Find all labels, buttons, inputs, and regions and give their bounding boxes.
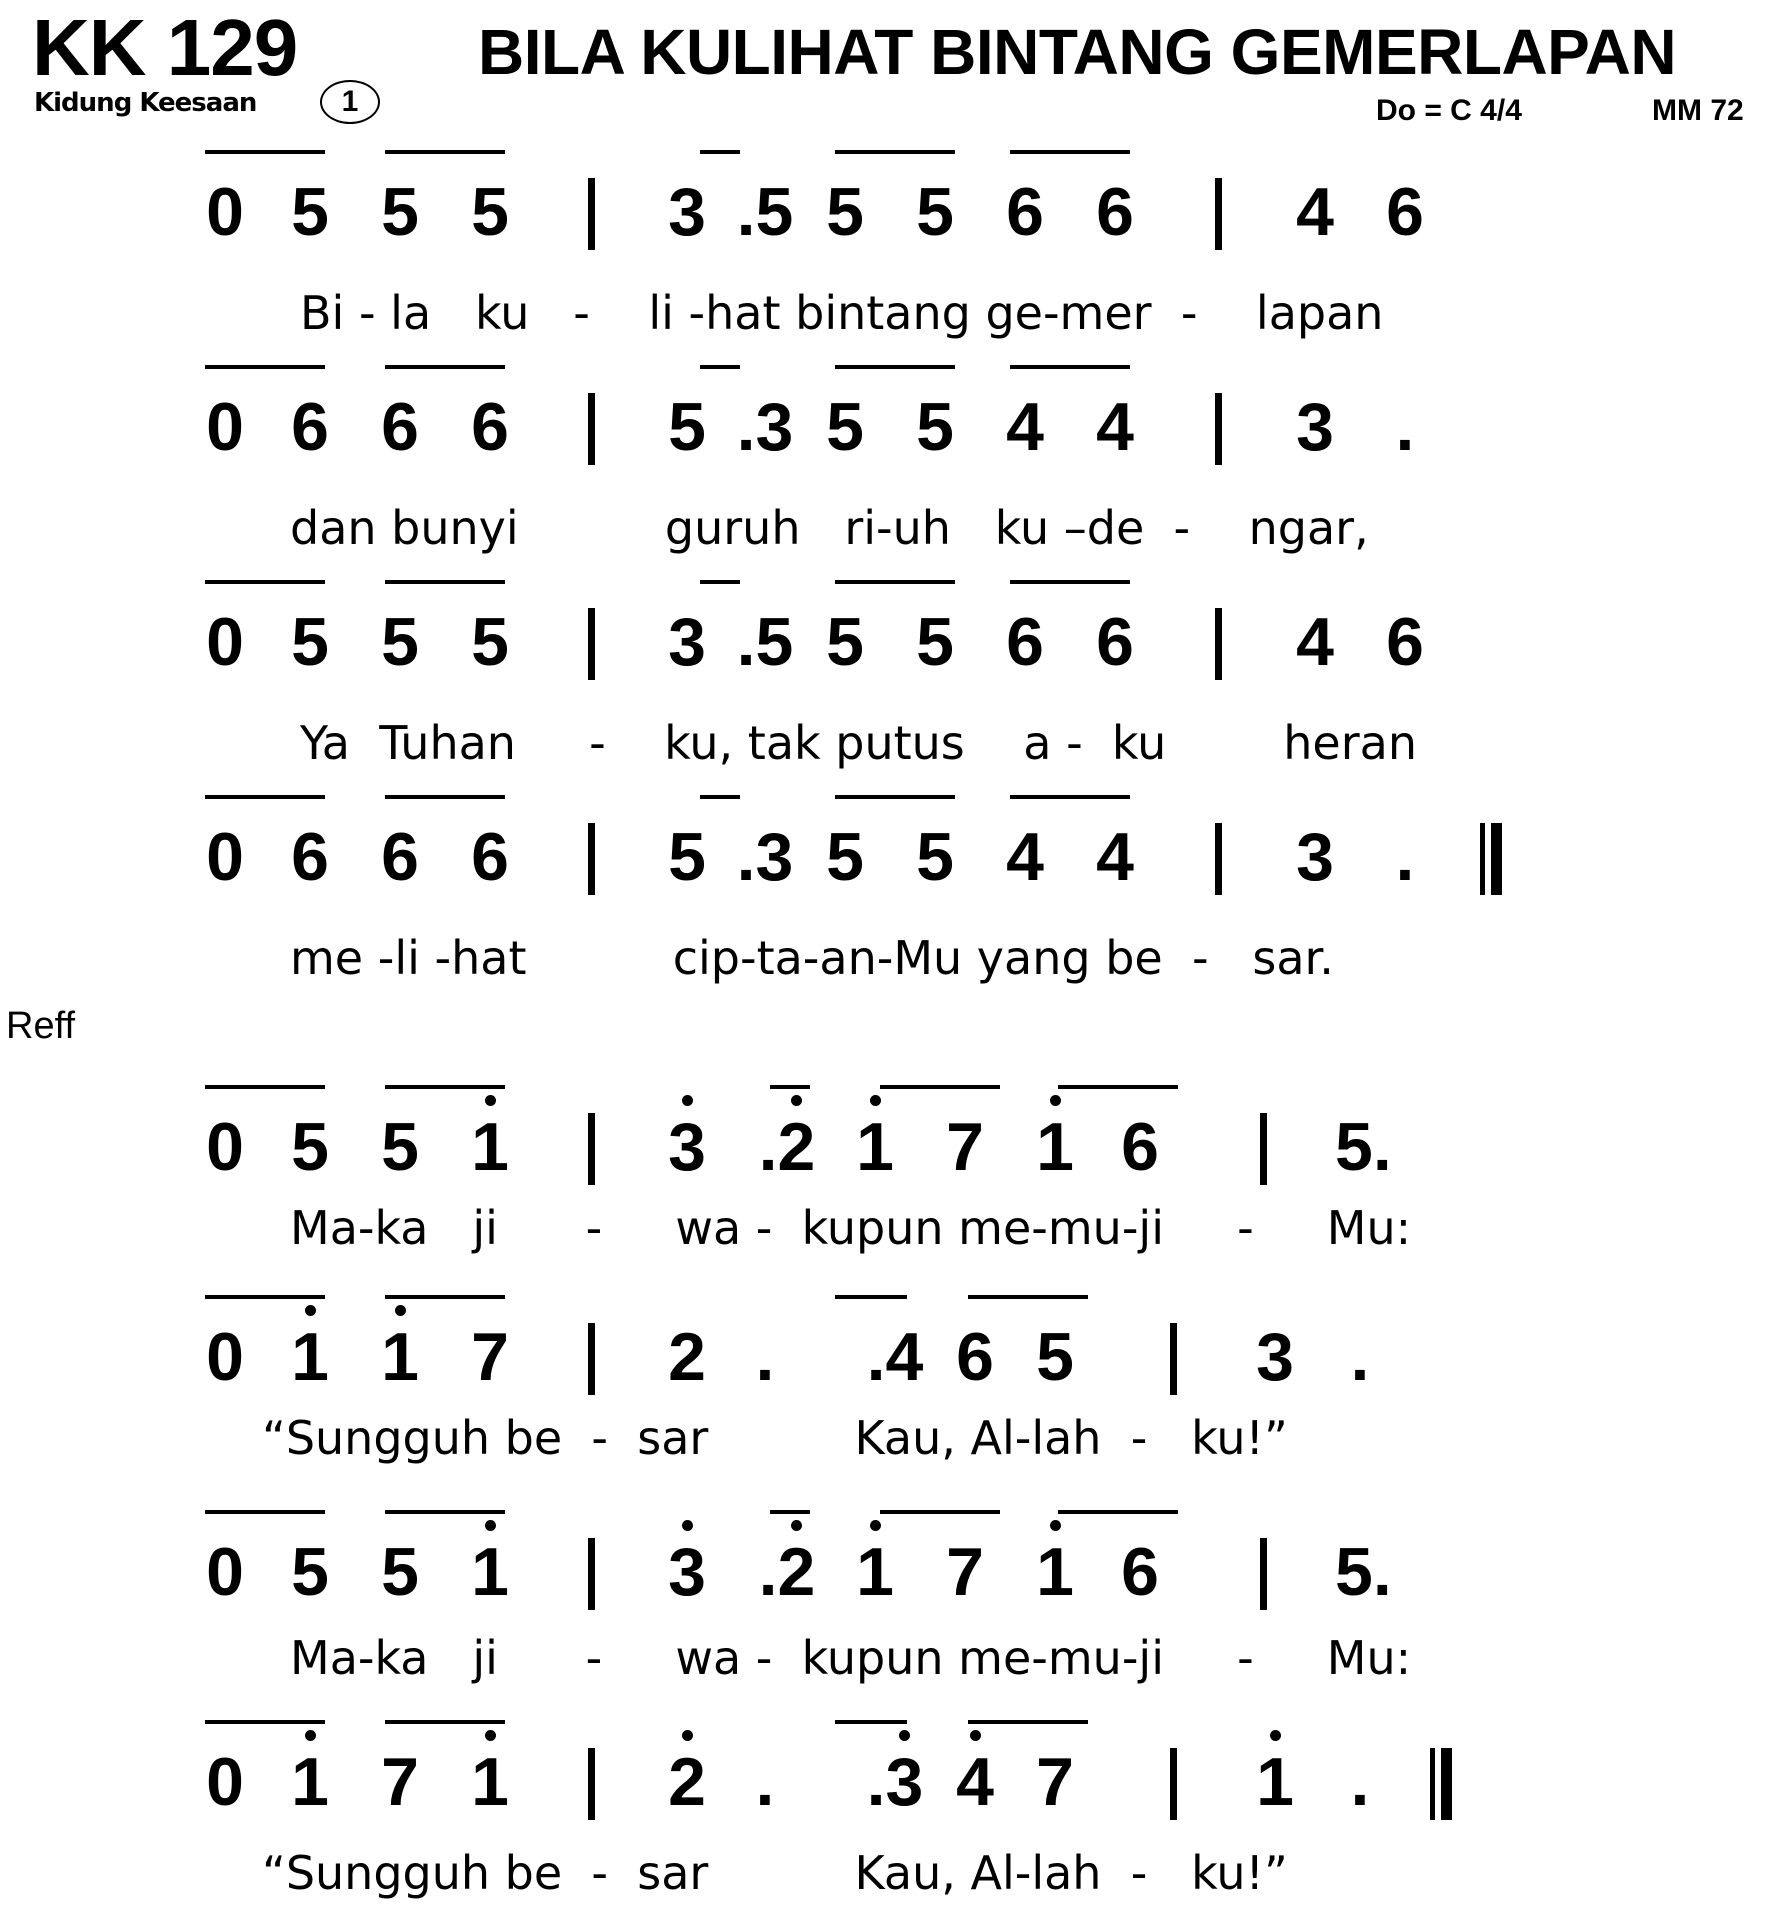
note: 7 (946, 1534, 984, 1610)
note: 5 (1036, 1319, 1074, 1395)
beam-line (700, 150, 740, 154)
note: .3 (736, 389, 794, 465)
bar-line (588, 393, 595, 465)
note: 5. (1335, 1534, 1392, 1610)
high-octave-dot (485, 1520, 496, 1531)
high-octave-dot (970, 1730, 981, 1741)
note: 4 (1296, 604, 1334, 680)
bar-line (588, 823, 595, 895)
note: 5 (916, 819, 954, 895)
beam-line (968, 1295, 1088, 1299)
high-octave-dot (870, 1520, 881, 1531)
bar-line (588, 1113, 595, 1185)
lyric-line: “Sungguh be - sar Kau, Al-lah - ku!” (262, 1411, 1288, 1465)
note: 1 (850, 1113, 900, 1181)
high-octave-dot (682, 1730, 693, 1741)
bar-line (588, 608, 595, 680)
note: 6 (1096, 604, 1134, 680)
beam-line (205, 150, 325, 154)
note: .2 (752, 1113, 822, 1181)
note: 0 (206, 1534, 244, 1610)
beam-line (1058, 1085, 1178, 1089)
note: .3 (860, 1748, 930, 1816)
bar-line (1215, 393, 1222, 465)
beam-line (385, 1295, 505, 1299)
lyric-line: Bi - la ku - li -hat bintang ge-mer - lapan (300, 286, 1384, 340)
note: 6 (1121, 1109, 1159, 1185)
note: 5 (826, 604, 864, 680)
high-octave-dot (682, 1095, 693, 1106)
note: .5 (736, 174, 794, 250)
note: 1 (285, 1323, 335, 1391)
note: 0 (206, 604, 244, 680)
beam-line (880, 1510, 1000, 1514)
note: 4 (950, 1748, 1000, 1816)
bar-line (588, 1538, 595, 1610)
high-octave-dot (305, 1730, 316, 1741)
note: 6 (1386, 174, 1424, 250)
note: 7 (946, 1109, 984, 1185)
note: . (1395, 819, 1415, 895)
note: 5 (916, 604, 954, 680)
key-signature: Do = C 4/4 (1376, 94, 1522, 127)
notation-row (0, 365, 1791, 485)
beam-line (205, 1085, 325, 1089)
note: 7 (471, 1319, 509, 1395)
note: 3 (1296, 389, 1334, 465)
notation-row (0, 1295, 1791, 1415)
note: 4 (1096, 819, 1134, 895)
note: 1 (1030, 1113, 1080, 1181)
note: 6 (1006, 604, 1044, 680)
note: 5 (668, 819, 706, 895)
note: .4 (866, 1319, 924, 1395)
beam-line (385, 580, 505, 584)
note: 2 (662, 1748, 712, 1816)
note: 6 (471, 389, 509, 465)
note: 5 (826, 174, 864, 250)
note: 6 (471, 819, 509, 895)
note: 5 (381, 1109, 419, 1185)
high-octave-dot (1050, 1095, 1061, 1106)
note: 6 (381, 819, 419, 895)
note: 3 (1256, 1319, 1294, 1395)
note: 5 (291, 604, 329, 680)
bar-line (588, 1323, 595, 1395)
note: 5 (471, 174, 509, 250)
notation-row (0, 1085, 1791, 1205)
note: 5 (668, 389, 706, 465)
note: 4 (1096, 389, 1134, 465)
note: 1 (850, 1538, 900, 1606)
beam-line (385, 1085, 505, 1089)
beam-line (205, 1720, 325, 1724)
high-octave-dot (1270, 1730, 1281, 1741)
notation-row (0, 1510, 1791, 1630)
note: 0 (206, 1319, 244, 1395)
lyric-line: Ma-ka ji - wa - kupun me-mu-ji - Mu: (290, 1201, 1412, 1255)
high-octave-dot (791, 1520, 802, 1531)
note: 3 (668, 604, 706, 680)
beam-line (385, 1720, 505, 1724)
beam-line (835, 580, 955, 584)
high-octave-dot (395, 1305, 406, 1316)
high-octave-dot (791, 1095, 802, 1106)
lyric-line: dan bunyi guruh ri-uh ku –de - ngar, (290, 501, 1369, 555)
note: 1 (1250, 1748, 1300, 1816)
note: 5. (1335, 1109, 1392, 1185)
beam-line (385, 795, 505, 799)
beam-line (835, 1295, 907, 1299)
beam-line (1010, 365, 1130, 369)
notation-row (0, 150, 1791, 270)
high-octave-dot (682, 1520, 693, 1531)
hymnal-name: Kidung Keesaan (34, 88, 257, 118)
beam-line (205, 1510, 325, 1514)
note: 3 (662, 1113, 712, 1181)
note: 5 (381, 174, 419, 250)
notation-row (0, 1720, 1791, 1840)
note: 5 (291, 1534, 329, 1610)
beam-line (700, 580, 740, 584)
note: . (1395, 389, 1415, 465)
beam-line (385, 1510, 505, 1514)
note: 5 (826, 389, 864, 465)
note: 4 (1006, 819, 1044, 895)
hymn-number: KK 129 (32, 3, 298, 92)
final-bar-line (1430, 1748, 1452, 1820)
final-bar-line (1480, 823, 1502, 895)
note: 5 (291, 1109, 329, 1185)
note: 1 (465, 1748, 515, 1816)
beam-line (700, 365, 740, 369)
note: 6 (1386, 604, 1424, 680)
high-octave-dot (485, 1095, 496, 1106)
note: 5 (916, 174, 954, 250)
notation-row (0, 795, 1791, 915)
note: 5 (826, 819, 864, 895)
note: 3 (662, 1538, 712, 1606)
notation-row (0, 580, 1791, 700)
beam-line (770, 1510, 810, 1514)
beam-line (1010, 795, 1130, 799)
bar-line (1260, 1113, 1267, 1185)
note: 3 (668, 174, 706, 250)
note: 4 (1296, 174, 1334, 250)
note: . (755, 1319, 775, 1395)
lyric-line: Ya Tuhan - ku, tak putus a - ku heran (300, 716, 1417, 770)
beam-line (205, 1295, 325, 1299)
note: 5 (916, 389, 954, 465)
note: 6 (381, 389, 419, 465)
beam-line (835, 150, 955, 154)
bar-line (1260, 1538, 1267, 1610)
note: . (1350, 1744, 1370, 1820)
beam-line (205, 580, 325, 584)
high-octave-dot (899, 1730, 910, 1741)
bar-line (1215, 823, 1222, 895)
note: 0 (206, 389, 244, 465)
lyric-line: Ma-ka ji - wa - kupun me-mu-ji - Mu: (290, 1631, 1412, 1685)
song-title: BILA KULIHAT BINTANG GEMERLAPAN (478, 16, 1677, 88)
beam-line (205, 795, 325, 799)
note: . (1350, 1319, 1370, 1395)
note: 7 (1036, 1744, 1074, 1820)
note: 0 (206, 174, 244, 250)
high-octave-dot (1050, 1520, 1061, 1531)
bar-line (1215, 178, 1222, 250)
note: .2 (752, 1538, 822, 1606)
note: .3 (736, 819, 794, 895)
note: 1 (285, 1748, 335, 1816)
note: 7 (381, 1744, 419, 1820)
note: 6 (1121, 1534, 1159, 1610)
note: 1 (465, 1538, 515, 1606)
beam-line (1058, 1510, 1178, 1514)
beam-line (770, 1085, 810, 1089)
lyric-line: “Sungguh be - sar Kau, Al-lah - ku!” (262, 1846, 1288, 1900)
reff-label: Reff (6, 1005, 76, 1047)
note: 6 (291, 819, 329, 895)
note: 6 (1006, 174, 1044, 250)
note: 2 (668, 1319, 706, 1395)
beam-line (385, 365, 505, 369)
beam-line (385, 150, 505, 154)
high-octave-dot (485, 1730, 496, 1741)
note: . (755, 1744, 775, 1820)
note: 3 (1296, 819, 1334, 895)
lyric-line: me -li -hat cip-ta-an-Mu yang be - sar. (290, 931, 1334, 985)
bar-line (1170, 1748, 1177, 1820)
note: 6 (956, 1319, 994, 1395)
bar-line (588, 1748, 595, 1820)
note: 1 (375, 1323, 425, 1391)
beam-line (205, 365, 325, 369)
note: 5 (381, 1534, 419, 1610)
note: .5 (736, 604, 794, 680)
note: 1 (1030, 1538, 1080, 1606)
beam-line (1010, 580, 1130, 584)
beam-line (1010, 150, 1130, 154)
note: 5 (291, 174, 329, 250)
tempo-marking: MM 72 (1652, 94, 1744, 127)
beam-line (700, 795, 740, 799)
bar-line (1215, 608, 1222, 680)
note: 6 (1096, 174, 1134, 250)
note: 0 (206, 1109, 244, 1185)
note: 5 (381, 604, 419, 680)
bar-line (588, 178, 595, 250)
note: 5 (471, 604, 509, 680)
beam-line (968, 1720, 1088, 1724)
note: 0 (206, 1744, 244, 1820)
high-octave-dot (305, 1305, 316, 1316)
note: 6 (291, 389, 329, 465)
note: 4 (1006, 389, 1044, 465)
beam-line (835, 365, 955, 369)
beam-line (835, 1720, 907, 1724)
beam-line (835, 795, 955, 799)
beam-line (880, 1085, 1000, 1089)
high-octave-dot (870, 1095, 881, 1106)
verse-marker: 1 (320, 80, 380, 124)
bar-line (1170, 1323, 1177, 1395)
note: 1 (465, 1113, 515, 1181)
note: 0 (206, 819, 244, 895)
